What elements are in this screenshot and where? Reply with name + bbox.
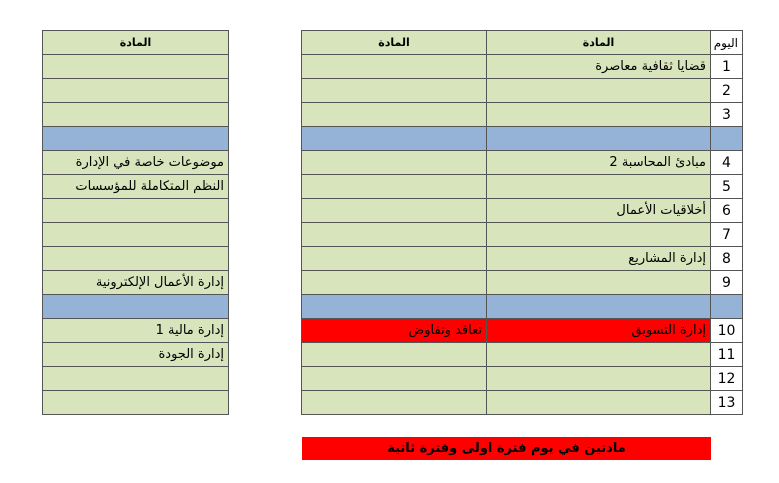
- subject-cell: [43, 247, 229, 271]
- subject-cell: موضوعات خاصة في الإدارة: [43, 151, 229, 175]
- first-period-subject-cell: [487, 391, 711, 415]
- second-period-subject-cell: [302, 55, 487, 79]
- table-row: [302, 247, 743, 271]
- subject-cell: [43, 367, 229, 391]
- table-row: [302, 223, 743, 247]
- separator-row: [302, 127, 743, 151]
- table-row: [43, 391, 229, 415]
- day-cell: 1: [711, 55, 743, 79]
- first-period-subject-cell: مبادئ المحاسبة 2: [487, 151, 711, 175]
- subject-cell: [43, 391, 229, 415]
- day-cell: 9: [711, 271, 743, 295]
- second-period-subject-cell: [302, 223, 487, 247]
- subject-header: المادة: [43, 31, 229, 55]
- day-cell: 6: [711, 199, 743, 223]
- table-row: [43, 79, 229, 103]
- table-row: [302, 319, 743, 343]
- day-cell: 8: [711, 247, 743, 271]
- first-period-subject-cell: [487, 367, 711, 391]
- table-row: [43, 223, 229, 247]
- subject-cell: إدارة الأعمال الإلكترونية: [43, 271, 229, 295]
- separator-row: [302, 295, 743, 319]
- subject-cell: [43, 223, 229, 247]
- table-row: [43, 367, 229, 391]
- day-header: اليوم: [711, 31, 743, 55]
- first-period-subject-cell: [487, 79, 711, 103]
- subject-cell: [43, 79, 229, 103]
- subject-cell: [43, 199, 229, 223]
- day-cell: 10: [711, 319, 743, 343]
- separator-cell: [487, 127, 711, 151]
- table-row: [302, 55, 743, 79]
- table-row: [43, 151, 229, 175]
- table-row: [43, 343, 229, 367]
- separator-cell: [711, 295, 743, 319]
- day-cell: 11: [711, 343, 743, 367]
- day-cell: 2: [711, 79, 743, 103]
- second-period-subject-cell: [302, 367, 487, 391]
- separator-cell: [711, 127, 743, 151]
- first-period-subject-cell: قضايا ثقافية معاصرة: [487, 55, 711, 79]
- day-cell: 4: [711, 151, 743, 175]
- table-row: [43, 199, 229, 223]
- secondary-schedule-table: [42, 30, 229, 415]
- separator-row: [43, 295, 229, 319]
- day-cell: 7: [711, 223, 743, 247]
- subject-cell: [43, 55, 229, 79]
- first-period-subject-cell: [487, 103, 711, 127]
- second-period-subject-cell: [302, 151, 487, 175]
- table-row: [43, 55, 229, 79]
- day-cell: 3: [711, 103, 743, 127]
- separator-row: [43, 127, 229, 151]
- table-row: [302, 103, 743, 127]
- table-row: [302, 175, 743, 199]
- separator-cell: [302, 127, 487, 151]
- second-period-subject-cell: [302, 175, 487, 199]
- separator-cell: [487, 295, 711, 319]
- table-row: [43, 271, 229, 295]
- main-schedule-table: [301, 30, 743, 415]
- separator-cell: [43, 127, 229, 151]
- table-row: [302, 199, 743, 223]
- table-row: [302, 391, 743, 415]
- day-cell: 13: [711, 391, 743, 415]
- first-period-subject-cell: [487, 343, 711, 367]
- second-period-subject-cell: [302, 199, 487, 223]
- table-row: [43, 247, 229, 271]
- first-period-subject-cell: [487, 223, 711, 247]
- subject-header-second-period: المادة: [302, 31, 487, 55]
- second-period-subject-cell: [302, 247, 487, 271]
- day-cell: 12: [711, 367, 743, 391]
- second-period-subject-cell: [302, 103, 487, 127]
- subject-cell: النظم المتكاملة للمؤسسات: [43, 175, 229, 199]
- second-period-subject-cell: [302, 79, 487, 103]
- second-period-subject-cell: تعاقد وتفاوض: [302, 319, 487, 343]
- first-period-subject-cell: إدارة التسويق: [487, 319, 711, 343]
- subject-cell: إدارة الجودة: [43, 343, 229, 367]
- table-row: [302, 367, 743, 391]
- table-header-row: [302, 31, 743, 55]
- table-row: [302, 151, 743, 175]
- legend-note: مادتين في يوم فترة اولى وفترة ثانية: [302, 437, 711, 460]
- second-period-subject-cell: [302, 271, 487, 295]
- day-cell: 5: [711, 175, 743, 199]
- table-row: [302, 271, 743, 295]
- table-row: [302, 343, 743, 367]
- subject-cell: [43, 103, 229, 127]
- table-row: [43, 319, 229, 343]
- second-period-subject-cell: [302, 343, 487, 367]
- separator-cell: [302, 295, 487, 319]
- table-row: [43, 175, 229, 199]
- first-period-subject-cell: أخلاقيات الأعمال: [487, 199, 711, 223]
- subject-cell: إدارة مالية 1: [43, 319, 229, 343]
- first-period-subject-cell: [487, 175, 711, 199]
- second-period-subject-cell: [302, 391, 487, 415]
- table-row: [302, 79, 743, 103]
- separator-cell: [43, 295, 229, 319]
- first-period-subject-cell: إدارة المشاريع: [487, 247, 711, 271]
- first-period-subject-cell: [487, 271, 711, 295]
- table-row: [43, 103, 229, 127]
- subject-header-first-period: المادة: [487, 31, 711, 55]
- table-header-row: [43, 31, 229, 55]
